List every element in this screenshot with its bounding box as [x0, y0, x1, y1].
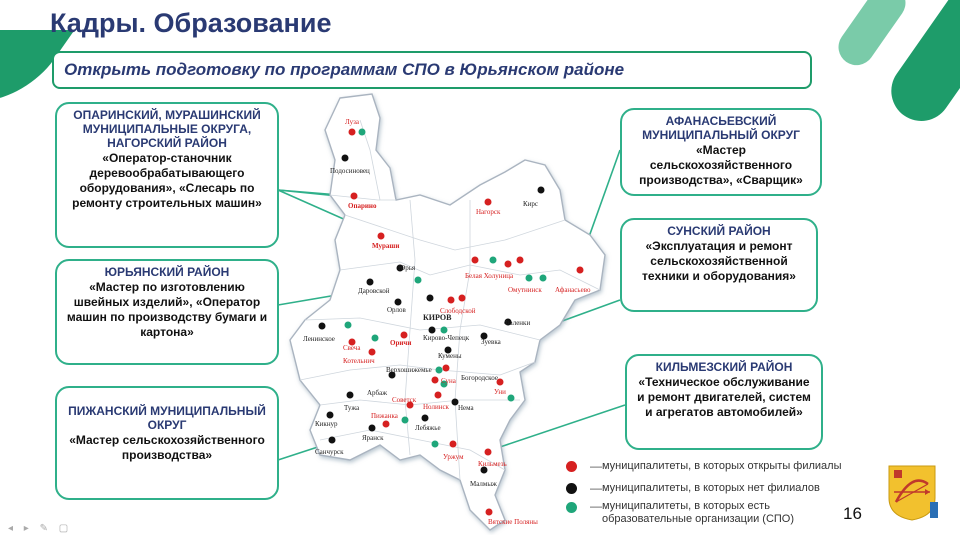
label-svecha: Свеча	[343, 344, 361, 352]
marker-nolinsk-branch	[435, 392, 442, 399]
box-programs: «Эксплуатация и ремонт сельскохозяйственной техники и оборудования»	[642, 239, 796, 283]
marker-orlov	[395, 299, 402, 306]
marker-podosinovets	[342, 155, 349, 162]
subtitle-text: Открыть подготовку по программам СПО в Юрьянском районе	[64, 60, 625, 79]
marker-omutninsk-branch-1	[505, 261, 512, 268]
marker-vyatskie-polyany-branch	[486, 509, 493, 516]
slide-nav-icons[interactable]: ◂ ▸ ✎ ▢	[8, 523, 73, 534]
marker-belaya-kholunitsa-spo	[490, 257, 497, 264]
marker-yaransk	[369, 425, 376, 432]
label-afanasyevo: Афанасьево	[555, 286, 591, 294]
marker-sovetsk-spo	[402, 417, 409, 424]
label-kirs: Кирс	[523, 200, 539, 208]
label-lebyazhye: Лебяжье	[415, 424, 441, 432]
label-luza: Луза	[345, 118, 359, 126]
label-tuzha: Тужа	[344, 404, 360, 412]
box-programs: «Мастер сельскохозяйственного производства»	[69, 433, 265, 462]
label-sanchursk: Санчурск	[315, 448, 344, 456]
box-kilmezsky	[625, 354, 823, 450]
label-bogorodskoe: Богородское	[461, 374, 498, 382]
label-podosinovets: Подосиновец	[330, 167, 370, 175]
marker-kirs	[538, 187, 545, 194]
label-suna: Суна	[441, 377, 456, 385]
marker-slobodskoy-branch-2	[459, 295, 466, 302]
red-dot-icon	[566, 461, 577, 472]
label-kirovo-chepetsk: Кирово-Чепецк	[423, 334, 470, 342]
legend-text: муниципалитеты, в которых нет филиалов	[602, 482, 820, 494]
marker-murashi-branch	[378, 233, 385, 240]
box-heading: ОПАРИНСКИЙ, МУРАШИНСКИЙ МУНИЦИПАЛЬНЫЕ ОКРУГА, НАГОРСКИЙ РАЙОН	[73, 108, 261, 150]
marker-urzhum-branch	[450, 441, 457, 448]
marker-omutninsk-spo	[526, 275, 533, 282]
box-heading: КИЛЬМЕЗСКИЙ РАЙОН	[655, 360, 793, 374]
box-oparino-murashi-nagorsk	[55, 102, 279, 248]
marker-afanasyevo-branch	[577, 267, 584, 274]
green-dot-icon	[566, 502, 577, 513]
marker-suna-spo	[436, 367, 443, 374]
marker-suna-branch	[443, 365, 450, 372]
label-omutninsk: Омутнинск	[508, 286, 542, 294]
box-afanasyevsky	[620, 108, 822, 196]
label-malmyzh: Малмыж	[470, 480, 497, 488]
label-uni: Уни	[494, 388, 506, 396]
label-orichi: Оричи	[390, 339, 412, 347]
marker-kirov	[427, 295, 434, 302]
box-heading: ПИЖАНСКИЙ МУНИЦИПАЛЬНЫЙ ОКРУГ	[68, 404, 266, 432]
label-orlov: Орлов	[387, 306, 406, 314]
marker-lebyazhye	[422, 415, 429, 422]
label-oparino: Опарино	[348, 202, 377, 210]
label-daroskoy: Даровской	[358, 287, 390, 295]
label-nolinsk: Нолинск	[423, 403, 449, 411]
label-leninskoe: Ленинское	[303, 335, 335, 343]
label-urzhum: Уржум	[443, 453, 464, 461]
marker-nagorsk-branch	[485, 199, 492, 206]
marker-slobodskoy-branch-1	[448, 297, 455, 304]
box-pizhansky	[55, 386, 279, 500]
label-vyatskie-polyany: Вятские Поляны	[488, 518, 538, 526]
label-nagorsk: Нагорск	[476, 208, 501, 216]
label-zuevka: Зуевка	[481, 338, 501, 346]
marker-orichi-branch	[401, 332, 408, 339]
box-sunsky	[620, 218, 818, 312]
page-number: 16	[843, 504, 862, 523]
legend-text: муниципалитеты, в которых открыты филиалы	[602, 460, 842, 472]
label-falenki: Фаленки	[504, 319, 531, 327]
marker-bogorodskoe-branch	[432, 377, 439, 384]
box-heading: СУНСКИЙ РАЙОН	[667, 224, 771, 238]
legend-dash: —	[590, 499, 602, 513]
box-heading: ЮРЬЯНСКИЙ РАЙОН	[104, 265, 230, 279]
box-programs: «Мастер по изготовлению швейных изделий», «Оператор машин по производству бумаги и картона»	[66, 280, 268, 339]
marker-kirovo-chepetsk-spo	[441, 327, 448, 334]
label-kirov: КИРОВ	[423, 313, 452, 322]
legend-text: муниципалитеты, в которых есть образовательные организации (СПО)	[602, 500, 795, 525]
label-slobodskoy: Слободской	[440, 307, 476, 315]
label-arbazh: Арбаж	[367, 389, 388, 397]
label-nema: Нема	[458, 404, 474, 412]
label-yurya: Юрья	[398, 264, 416, 272]
marker-daroskoy	[367, 279, 374, 286]
marker-leninskoe	[319, 323, 326, 330]
label-murashi: Мураши	[372, 242, 400, 250]
box-heading: АФАНАСЬЕВСКИЙ МУНИЦИПАЛЬНЫЙ ОКРУГ	[642, 114, 800, 142]
marker-omutninsk-branch-2	[517, 257, 524, 264]
marker-afanasyevo-spo	[540, 275, 547, 282]
marker-luza-spo	[359, 129, 366, 136]
label-verkhoshizhemye: Верхошижемье	[386, 366, 432, 374]
marker-kilmez-branch	[485, 449, 492, 456]
coat-of-arms-icon	[886, 462, 938, 522]
black-dot-icon	[566, 483, 577, 494]
marker-belaya-kholunitsa-branch	[472, 257, 479, 264]
slide-title: Кадры. Образование	[50, 8, 332, 38]
box-programs: «Мастер сельскохозяйственного производства», «Сварщик»	[639, 143, 803, 187]
marker-oparino-branch	[351, 193, 358, 200]
marker-sanchursk	[329, 437, 336, 444]
box-yuryansky	[55, 259, 279, 365]
marker-svecha-spo	[345, 322, 352, 329]
box-programs: «Техническое обслуживание и ремонт двигателей, систем и агрегатов автомобилей»	[637, 375, 811, 419]
marker-kotelnich-spo	[372, 335, 379, 342]
label-kiknur: Кикнур	[315, 420, 338, 428]
legend-dash: —	[590, 481, 602, 495]
marker-pizhanka-branch	[383, 421, 390, 428]
marker-kotelnich-branch	[369, 349, 376, 356]
marker-kiknur	[327, 412, 334, 419]
label-yaransk: Яранск	[362, 434, 384, 442]
label-kilmez: Кильмезь	[478, 460, 507, 468]
marker-uni-spo	[508, 395, 515, 402]
marker-kirovo-chepetsk	[429, 327, 436, 334]
box-programs: «Оператор-станочник деревообрабатывающего оборудования», «Слесарь по ремонту строительных машин»	[72, 151, 262, 210]
label-sovetsk: Советск	[392, 396, 417, 404]
label-kumeny: Кумены	[438, 352, 462, 360]
marker-urzhum-spo	[432, 441, 439, 448]
marker-yurya-spo	[415, 277, 422, 284]
label-pizhanka: Пижанка	[371, 412, 398, 420]
legend-dash: —	[590, 459, 602, 473]
label-kotelnich: Котельнич	[343, 357, 375, 365]
marker-luza-branch	[349, 129, 356, 136]
marker-tuzha	[347, 392, 354, 399]
label-belaya-kholunitsa: Белая Холуница	[465, 272, 514, 280]
